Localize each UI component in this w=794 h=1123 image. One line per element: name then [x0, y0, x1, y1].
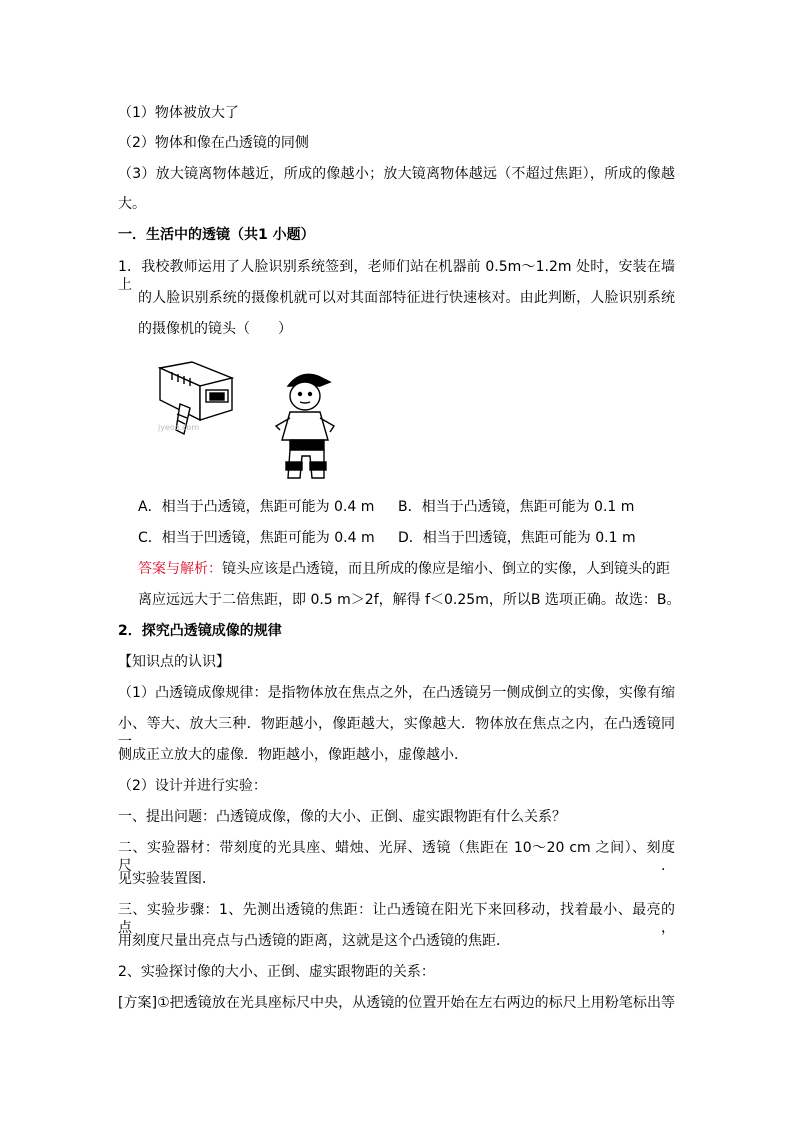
- intro-item-2: （2）物体和像在凸透镜的同侧: [118, 135, 309, 151]
- steps-line-2: 用刻度尺量出亮点与凸透镜的距离，这就是这个凸透镜的焦距．: [118, 933, 510, 949]
- equipment-line-2: 见实验装置图．: [118, 871, 216, 887]
- option-c: C．相当于凹透镜，焦距可能为 0.4 m: [138, 530, 375, 546]
- step-2: 2、实验探讨像的大小、正倒、虚实跟物距的关系：: [118, 964, 435, 980]
- option-b: B．相当于凸透镜，焦距可能为 0.1 m: [398, 499, 635, 515]
- answer-line-1: [138, 560, 675, 578]
- knowledge-p1-line-3: 侧成正立放大的虚像．物距越小，像距越小，虚像越小．: [118, 747, 468, 763]
- knowledge-p1-line-1: （1）凸透镜成像规律：是指物体放在焦点之外，在凸透镜另一侧成倒立的实像，实像有缩: [118, 685, 675, 701]
- option-d: D．相当于凹透镜，焦距可能为 0.1 m: [398, 530, 636, 546]
- steps-line-1: 三、实验步骤：1、先测出透镜的焦距：让凸透镜在阳光下来回移动，找着最小、最亮的点，: [118, 902, 675, 936]
- intro-item-1: （1）物体被放大了: [118, 105, 239, 121]
- equipment-line-1: 二、实验器材：带刻度的光具座、蜡烛、光屏、透镜（焦距在 10～20 cm 之间）、刻度尺．: [118, 840, 675, 874]
- answer-line-2: 离应远远大于二倍焦距，即 0.5 m＞2f，解得 f＜0.25m，所以B 选项正确。故选：B。: [138, 592, 681, 608]
- option-a: A．相当于凸透镜，焦距可能为 0.4 m: [138, 499, 375, 515]
- answer-text-1: 镜头应该是凸透镜，而且所成的像应是缩小、倒立的实像，人到镜头的距: [222, 561, 670, 577]
- intro-item-3-line-2: 大。: [118, 196, 146, 212]
- question-1-line-1: 1．我校教师运用了人脸识别系统签到，老师们站在机器前 0.5m～1.2m 处时，安装在墙上: [118, 259, 675, 293]
- plan-line: [方案]①把透镜放在光具座标尺中央，从透镜的位置开始在左右两边的标尺上用粉笔标出等: [118, 995, 675, 1011]
- figure-watermark: jyeoo.com: [158, 423, 200, 432]
- raise-question: 一、提出问题：凸透镜成像，像的大小、正倒、虚实跟物距有什么关系？: [118, 809, 566, 825]
- section-1-heading: 一．生活中的透镜（共1 小题）: [118, 227, 315, 243]
- person-figure-icon: [276, 374, 334, 478]
- question-1-line-3: 的摄像机的镜头（ ）: [138, 321, 292, 337]
- knowledge-title: 【知识点的认识】: [118, 654, 230, 670]
- section-2-heading: 2．探究凸透镜成像的规律: [118, 623, 282, 639]
- intro-item-3-line-1: （3）放大镜离物体越近，所成的像越小；放大镜离物体越远（不超过焦距），所成的像越: [118, 166, 675, 182]
- knowledge-p1-line-2: 小、等大、放大三种．物距越小，像距越大，实像越大．物体放在焦点之内，在凸透镜同一: [118, 716, 675, 750]
- answer-label: 答案与解析：: [138, 561, 222, 577]
- knowledge-p2: （2）设计并进行实验：: [118, 778, 267, 794]
- question-1-figure: [150, 360, 370, 490]
- question-1-line-2: 的人脸识别系统的摄像机就可以对其面部特征进行快速核对。由此判断，人脸识别系统: [138, 290, 675, 306]
